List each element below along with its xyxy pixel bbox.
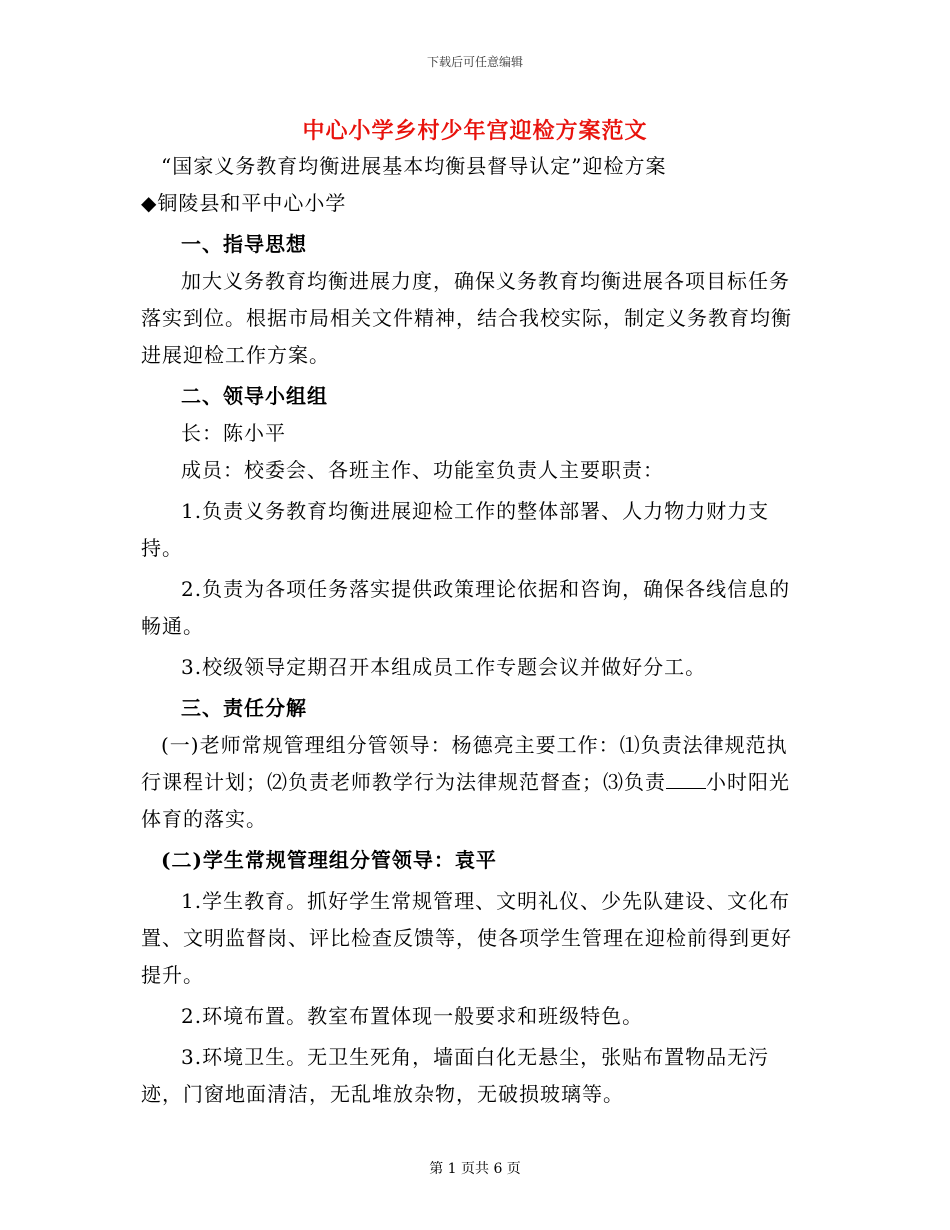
subtitle: “国家义务教育均衡进展基本均衡县督导认定”迎检方案: [161, 154, 667, 178]
section-3-sub2-heading: (二)学生常规管理组分管领导：袁平: [161, 848, 497, 872]
section-3-item: 1.学生教育。抓好学生常规管理、文明礼仪、少先队建设、文化布置、文明监督岗、评比检查反馈等，使各项学生管理在迎检前得到更好提升。: [141, 889, 792, 987]
section-3-sub1-tail: 小时阳光体育的落实。: [141, 770, 790, 831]
section-2-item: 2.负责为各项任务落实提供政策理论依据和咨询，确保各线信息的畅通。: [141, 577, 791, 638]
section-3-heading: 三、责任分解: [181, 696, 307, 720]
section-3-sub1: [141, 727, 801, 838]
school-name: ◆铜陵县和平中心小学: [141, 191, 347, 215]
section-2-heading: 二、领导小组组: [181, 384, 328, 408]
section-2-item: 1.负责义务教育均衡进展迎检工作的整体部署、人力物力财力支持。: [141, 499, 770, 560]
fill-blank: [666, 770, 706, 789]
section-2-members: 成员：校委会、各班主作、功能室负责人主要职责：: [181, 458, 664, 482]
section-3-sub1-text: (一)老师常规管理组分管领导：杨德亮主要工作：⑴负责法律规范执行课程计划；⑵负责老师教学行为法律规范督查；⑶负责: [141, 733, 788, 794]
document-title: 中心小学乡村少年宫迎检方案范文: [302, 118, 648, 144]
section-2-leader: 长：陈小平: [181, 421, 286, 445]
page-footer: 第 1 页共 6 页: [429, 1161, 521, 1177]
section-3-item: 3.环境卫生。无卫生死角，墙面白化无悬尘，张贴布置物品无污迹，门窗地面清洁，无乱堆放杂物，无破损玻璃等。: [141, 1045, 770, 1106]
section-2-item: 3.校级领导定期召开本组成员工作专题会议并做好分工。: [181, 655, 707, 679]
section-1-heading: 一、指导思想: [181, 232, 307, 256]
section-3-item: 2.环境布置。教室布置体现一般要求和班级特色。: [181, 1004, 644, 1028]
section-1-text: 加大义务教育均衡进展力度，确保义务教育均衡进展各项目标任务落实到位。根据市局相关文件精神，结合我校实际，制定义务教育均衡进展迎检工作方案。: [141, 269, 792, 367]
header-note: 下载后可任意编辑: [426, 55, 523, 69]
document-body: [141, 148, 801, 1113]
